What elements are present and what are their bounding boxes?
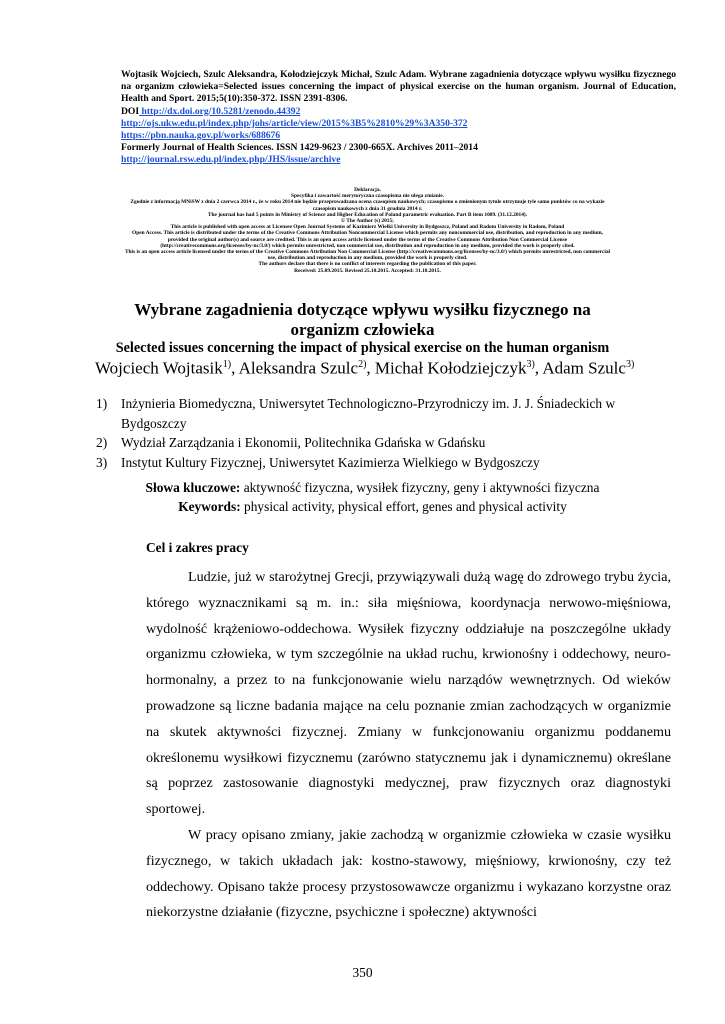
declaration-line: The journal has had 5 points in Ministry of Science and Higher Education of Poland parametric evaluation. Part B item 1089. (31.12.2014).: [207, 211, 528, 218]
author-affiliation-mark: 3): [625, 359, 635, 370]
article-title-polish: Wybrane zagadnienia dotyczące wpływu wysiłku fizycznego na organizm człowieka: [134, 300, 591, 339]
article-title-english: Selected issues concerning the impact of physical exercise on the human organism: [115, 340, 610, 356]
affiliation-item: [96, 453, 656, 473]
section-heading: Cel i zakres pracy: [146, 540, 249, 555]
doi-link[interactable]: http://dx.doi.org/10.5281/zenodo.44392: [139, 105, 301, 117]
body-text: [146, 565, 671, 926]
affiliation-list: [96, 394, 656, 472]
declaration-line: © The Author (s) 2015;: [341, 218, 394, 225]
journal-archive-link[interactable]: http://journal.rsw.edu.pl/index.php/JHS/issue/archive: [121, 154, 341, 166]
doi-line: [121, 106, 676, 118]
declaration-line: (http://creativecommons.org/licenses/by-nc/3.0/) which permits unrestricted, non commercial use, distribution and reproduction in any medium, provided the work is properly cited.: [160, 242, 575, 249]
declaration-line: Open Access. This article is distributed under the terms of the Creative Commons Attribution Noncommercial License which permits any noncommercial use, distribution, and reproduction in any medium,: [132, 230, 603, 237]
author-name: Adam Szulc: [542, 358, 626, 378]
declaration-line: provided the original author(s) and source are credited. This is an open access article licensed under the terms of the Creative Commons Attribution Non Commercial License: [167, 236, 568, 243]
declaration-line: use, distribution and reproduction in any medium, provided the work is properly cited.: [267, 255, 468, 262]
declaration-line: Zgodnie z informacją MNiSW z dnia 2 czerwca 2014 r., że w roku 2014 nie będzie przeprowadzana ocena czasopism naukowych; czasopismo o zmienionym tytule otrzymuje tyle samo punktów co na wykazie: [130, 199, 605, 206]
affiliation-text: Wydział Zarządzania i Ekonomii, Politechnika Gdańska w Gdańsku: [121, 435, 486, 450]
affiliation-item: [96, 394, 656, 433]
author-name: Wojciech Wojtasik: [95, 358, 223, 378]
keywords-polish: [100, 478, 645, 497]
affiliation-number: 1): [96, 396, 108, 411]
affiliation-text: Inżynieria Biomedyczna, Uniwersytet Technologiczno-Przyrodniczy im. J. J. Śniadeckich w Bydgoszczy: [121, 396, 616, 431]
ojs-article-link[interactable]: http://ojs.ukw.edu.pl/index.php/johs/article/view/2015%3B5%2810%29%3A350-372: [121, 117, 468, 129]
keywords-english-label: Keywords:: [178, 499, 241, 514]
author-list: Wojciech Wojtasik$^{1)}$, Aleksandra Szulc$^{2)}$, Michał Kołodziejczyk$^{3)}$, Adam Szulc$^{3)}$: [95, 358, 635, 378]
author-affiliation-mark: 1): [222, 359, 232, 370]
doi-label: DOI: [121, 105, 140, 117]
author-name: Michał Kołodziejczyk: [374, 358, 527, 378]
keywords-english-text: physical activity, physical effort, genes and physical activity: [240, 499, 567, 514]
author-name: Aleksandra Szulc: [238, 358, 359, 378]
author-affiliation-mark: 3): [526, 359, 535, 370]
formerly-journal-text: Formerly Journal of Health Sciences. ISSN 1429-9623 / 2300-665X. Archives 2011–2014: [121, 142, 478, 154]
affiliation-number: 2): [96, 435, 108, 450]
affiliation-number: 3): [96, 454, 108, 470]
declaration-line: The authors declare that there is no conflict of interests regarding the publication of this paper.: [258, 261, 477, 268]
declaration-line: Deklaracja.: [354, 187, 381, 193]
affiliation-item: [96, 433, 656, 453]
citation-block: [121, 69, 676, 167]
declaration-line: Specyfika i zawartość merytoryczna czasopisma nie ulega zmianie.: [290, 193, 444, 200]
affiliation-text: Instytut Kultury Fizycznej, Uniwersytet Kazimierza Wielkiego w Bydgoszczy: [121, 454, 540, 470]
author-affiliation-mark: 2): [358, 359, 367, 370]
declaration-line: czasopism naukowych z dnia 31 grudnia 2014 r.: [312, 205, 423, 212]
page-number: 350: [352, 965, 373, 980]
declaration-block: [110, 187, 625, 274]
declaration-line: This is an open access article licensed under the terms of the Creative Commons Attribution Non Commercial License (http://creativecommons.org/licenses/by-nc/3.0/) which permits unrestricted, non commercial: [124, 249, 611, 256]
body-paragraph: W pracy opisano zmiany, jakie zachodzą w organizmie człowieka w czasie wysiłku fizycznego, w takich układach jak: kostno-stawowy, mięśniowy, krwionośny, czy też oddechowy. Opisano także procesy przystosowawcze organizmu i wykazano korzystne oraz niekorzystne działanie (fizyczne, psychiczne i społeczne) aktywności: [146, 826, 671, 921]
declaration-line: Received: 25.09.2015. Revised 25.10.2015. Accepted: 31.10.2015.: [294, 267, 441, 274]
body-paragraph: Ludzie, już w starożytnej Grecji, przywiązywali dużą wagę do zdrowego trybu życia, którego wyznacznikami są m. in.: siła mięśniowa, koordynacja nerwowo-mięśniowa, wydolność krążeniowo-oddechowa. Wysiłek fizyczny oddziałuje na poszczególne układy organizmu człowieka, w tym szczególnie na układ ruchu, krwionośny i oddechowy, neuro-hormonalny, a przez to na funkcjonowanie wielu narządów wewnętrznych. Od wieków prowadzone są liczne badania mające na celu poznanie zmian zachodzących w organizmie na skutek aktywności fizycznej. Zmiany w funkcjonowaniu organizmu poddanemu określonemu wysiłkowi fizycznemu (zarówno statycznemu jak i dynamicznemu) określane są poprzez zastosowanie diagnostyki medycznej, praw fizycznych oraz diagnostyki sportowej.: [146, 569, 671, 818]
keywords-block: [100, 478, 645, 516]
keywords-polish-text: aktywność fizyczna, wysiłek fizyczny, geny i aktywności fizyczna: [240, 480, 600, 495]
keywords-english: [100, 497, 645, 516]
keywords-polish-label: Słowa kluczowe:: [145, 480, 241, 495]
declaration-line: This article is published with open access at Licensee Open Journal Systems of Kazimierz Wielki University in Bydgoszcz, Poland and Radom University in Radom, Poland: [170, 224, 565, 231]
pbn-works-link[interactable]: https://pbn.nauka.gov.pl/works/688676: [121, 130, 281, 142]
citation-text: Wojtasik Wojciech, Szulc Aleksandra, Kołodziejczyk Michał, Szulc Adam. Wybrane zagadnienia dotyczące wpływu wysiłku fizycznego na organizm człowieka=Selected issues concerning the impact of physical exercise on the human organism. Journal of Education, Health and Sport. 2015;5(10):350-372. ISSN 2391-8306.: [121, 69, 676, 105]
